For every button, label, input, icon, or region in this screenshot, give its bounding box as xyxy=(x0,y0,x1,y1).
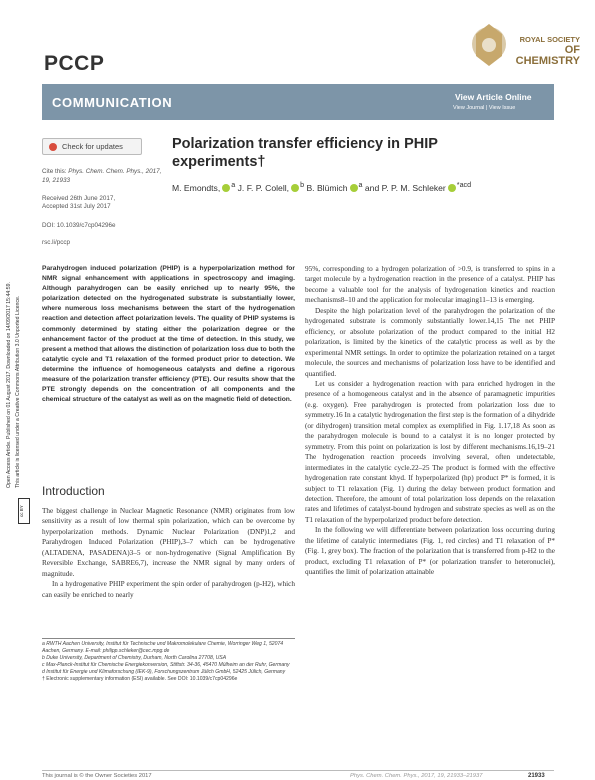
paragraph: The biggest challenge in Nuclear Magnetic Resonance (NMR) originates from low sensitivity as a result of low thermal spin polarization, which can be overcome by hyperpolarization methods. Dynamic Nuclear Polarization (DNP)1,2 and Parahydrogen Induced Polarization (PHIP),3–7 which can be hydrogenative (ALTADENA, PASADENA)3–5 or non-hydrogenative (Signal Amplification By Reversible Exchange, SABRE6,7), increase the NMR signal by many orders of magnitude. xyxy=(42,507,295,578)
view-article-online-link[interactable]: View Article Online xyxy=(455,92,532,102)
doi[interactable]: DOI: 10.1039/c7cp04296e xyxy=(42,222,116,229)
cc-by-badge[interactable]: cc BY xyxy=(18,498,30,524)
author-list: M. Emondts, $^a$ J. F. P. Colell, $^b$ B. Blümich $^a$ and P. P. M. Schleker $^{*acd}$ xyxy=(172,181,472,193)
footnote: a RWTH Aachen University, Institut für Technische und Makromolekulare Chemie, Worringer Weg 1, 52074 Aachen, Germany. E-mail: philipp.schleker@cec.mpg.de xyxy=(42,641,284,655)
logo-line2: OF CHEMISTRY xyxy=(515,43,580,67)
check-for-updates-label: Check for updates xyxy=(62,142,123,151)
logo-line1: ROYAL SOCIETY xyxy=(519,35,580,44)
open-access-sidebar xyxy=(4,180,34,517)
footnote: d Institut für Energie und Klimaforschung (IEK-9), Forschungszentrum Jülich GmbH, 52425 Jülich, Germany xyxy=(42,669,286,676)
license-statement[interactable]: This article is licensed under a Creative Commons Attribution 3.0 Unported Licence. xyxy=(15,295,21,488)
paragraph: Let us consider a hydrogenation reaction with para enriched hydrogen in the presence of a homogeneous catalyst and in the absence of paramagnetic impurities (e.g. oxygen). Free parahydrogen is protected from polarization loss due to symmetry.16 In a catalytic hydrogenation the first step is the formation of a dihydride (or dihydrogen) transition metal complex as exemplified in Fig. 1.17,18 As soon as the parahydrogen molecule is bound to a catalyst it is no longer protected by symmetry. From this point on polarization is lost by different mechanisms.16,19–21 The hydrogenation reaction proceeds involving several, often undetectable, intermediates in the catalytic cycle.22–25 The product is formed with the effective hydrogenation rate constant khyd. If hyperpolarized (hp) product P* is formed, it is subject to T1 relaxation (Fig. 1) during the delay between product formation and detection. Therefore, the amount of total polarization loss depends on the relaxation rates and lifetimes of catalyst-bound hydrogen and substrate species as well as on the T1 relaxation of the hyperpolarized product before detection. xyxy=(305,379,555,524)
view-journal-issue-links[interactable]: View Journal | View Issue xyxy=(453,105,516,111)
received-date: Received 26th June 2017, xyxy=(42,195,116,202)
author-4[interactable]: and P. P. M. Schleker xyxy=(364,182,446,193)
footnote: † Electronic supplementary information (ESI) available. See DOI: 10.1039/c7cp04296e xyxy=(42,676,238,683)
paragraph: In the following we will differentiate between polarization loss occurring during the lifetime of catalytic intermediates (Fig. 1, red circles) and T1 relaxation of P* (Fig. 1, grey box). The fraction of the polarization that is transferred from p-H2 to the product, excluding T1 relaxation of P* (or polarization transfer to heteronuclei), quantifies the limit of polarization attainable xyxy=(305,526,555,577)
orcid-icon[interactable] xyxy=(350,184,358,192)
paragraph: Despite the high polarization level of the parahydrogen the polarization of the hydrogenated substrate is commonly substantially lower.14,15 The net PHIP efficiency, or absolute polarization of the product compared to the initial H2 polarization, is limited by the kinetics of the catalytic process as well as by the experimental NMR settings. In order to optimize the polarization retained on a target molecule, the sources and mechanisms of polarization loss have to be identified and quantified. xyxy=(305,306,555,378)
article-type: COMMUNICATION xyxy=(52,95,173,110)
open-access-statement: Open Access Article. Published on 01 August 2017. Downloaded on 14/09/2017 15:44:59. xyxy=(6,282,12,488)
affiliation-footnotes xyxy=(42,641,295,683)
logo-emblem-icon xyxy=(470,16,508,72)
citation: Cite this: Phys. Chem. Chem. Phys., 2017, 19, 21933 xyxy=(42,168,162,184)
footnote: c Max-Planck-Institut für Chemische Energiekonversion, Stiftstr. 34-36, 45470 Mülheim an der Ruhr, Germany xyxy=(42,662,290,669)
author-2[interactable]: J. F. P. Colell, xyxy=(237,182,290,193)
section-heading-introduction: Introduction xyxy=(42,484,105,498)
author-1[interactable]: M. Emondts, xyxy=(172,182,221,193)
check-for-updates-button[interactable] xyxy=(42,138,142,155)
abstract: Parahydrogen induced polarization (PHIP) is a hyperpolarization method for NMR signal enhancement with applications in spectroscopy and imaging. Although parahydrogen can be easily enriched up to nearly 95%, the polarization detected on the hydrogenated substrate is substantially lower, where numerous loss mechanisms between the start of the hydrogenation reaction and detection affect polarization levels. The quality of PHIP systems is commonly determined by stating either the polarization degree or the enhancement factor of the product at the time of detection. In this study, we present a method that allows the distinction of polarization loss due to both the catalytic cycle and T1 relaxation of the formed product prior to detection. We determine the influence of homogeneous catalysts and define a rigorous measure of the polarization transfer efficiency (PTE). Our results show that the PTE strongly depends on the concentration of all components and the chemical structure of the catalyst as well as on the magnetic field of detection. xyxy=(42,265,295,404)
journal-name: PCCP xyxy=(44,52,105,75)
journal-website[interactable]: rsc.li/pccp xyxy=(42,239,70,246)
body-column-left xyxy=(42,506,295,600)
paragraph: 95%, corresponding to a hydrogen polarization of >0.9, is transferred to spins in a target molecule by a hydrogenation reaction in the presence of a catalyst. PHIP has become a valuable tool for the analysis of hydrogenation kinetics and reaction mechanisms8–10 and the application for molecular imaging11–13 is emerging. xyxy=(305,265,555,305)
footnote: b Duke University, Department of Chemistry, Durham, North Carolina 27708, USA xyxy=(42,655,227,662)
accepted-date: Accepted 31st July 2017 xyxy=(42,203,111,210)
orcid-icon[interactable] xyxy=(448,184,456,192)
author-3[interactable]: B. Blümich xyxy=(306,182,348,193)
publisher-logo[interactable] xyxy=(470,14,580,78)
footer-divider xyxy=(42,770,554,771)
footer-citation: Phys. Chem. Chem. Phys., 2017, 19, 21933–21937 xyxy=(350,773,483,779)
footnote-divider xyxy=(42,638,295,639)
crossmark-icon xyxy=(49,143,57,151)
orcid-icon[interactable] xyxy=(222,184,230,192)
body-column-right xyxy=(305,264,555,578)
orcid-icon[interactable] xyxy=(291,184,299,192)
article-title: Polarization transfer efficiency in PHIP experiments† xyxy=(172,136,438,170)
citation-ref[interactable]: Phys. Chem. Chem. Phys., 2017, 19, 21933 xyxy=(42,168,162,184)
paragraph: In a hydrogenative PHIP experiment the spin order of parahydrogen (p-H2), which can easily be enriched to nearly xyxy=(42,580,295,599)
page-number: 21933 xyxy=(528,773,545,779)
footer-copyright: This journal is © the Owner Societies 2017 xyxy=(42,773,152,779)
